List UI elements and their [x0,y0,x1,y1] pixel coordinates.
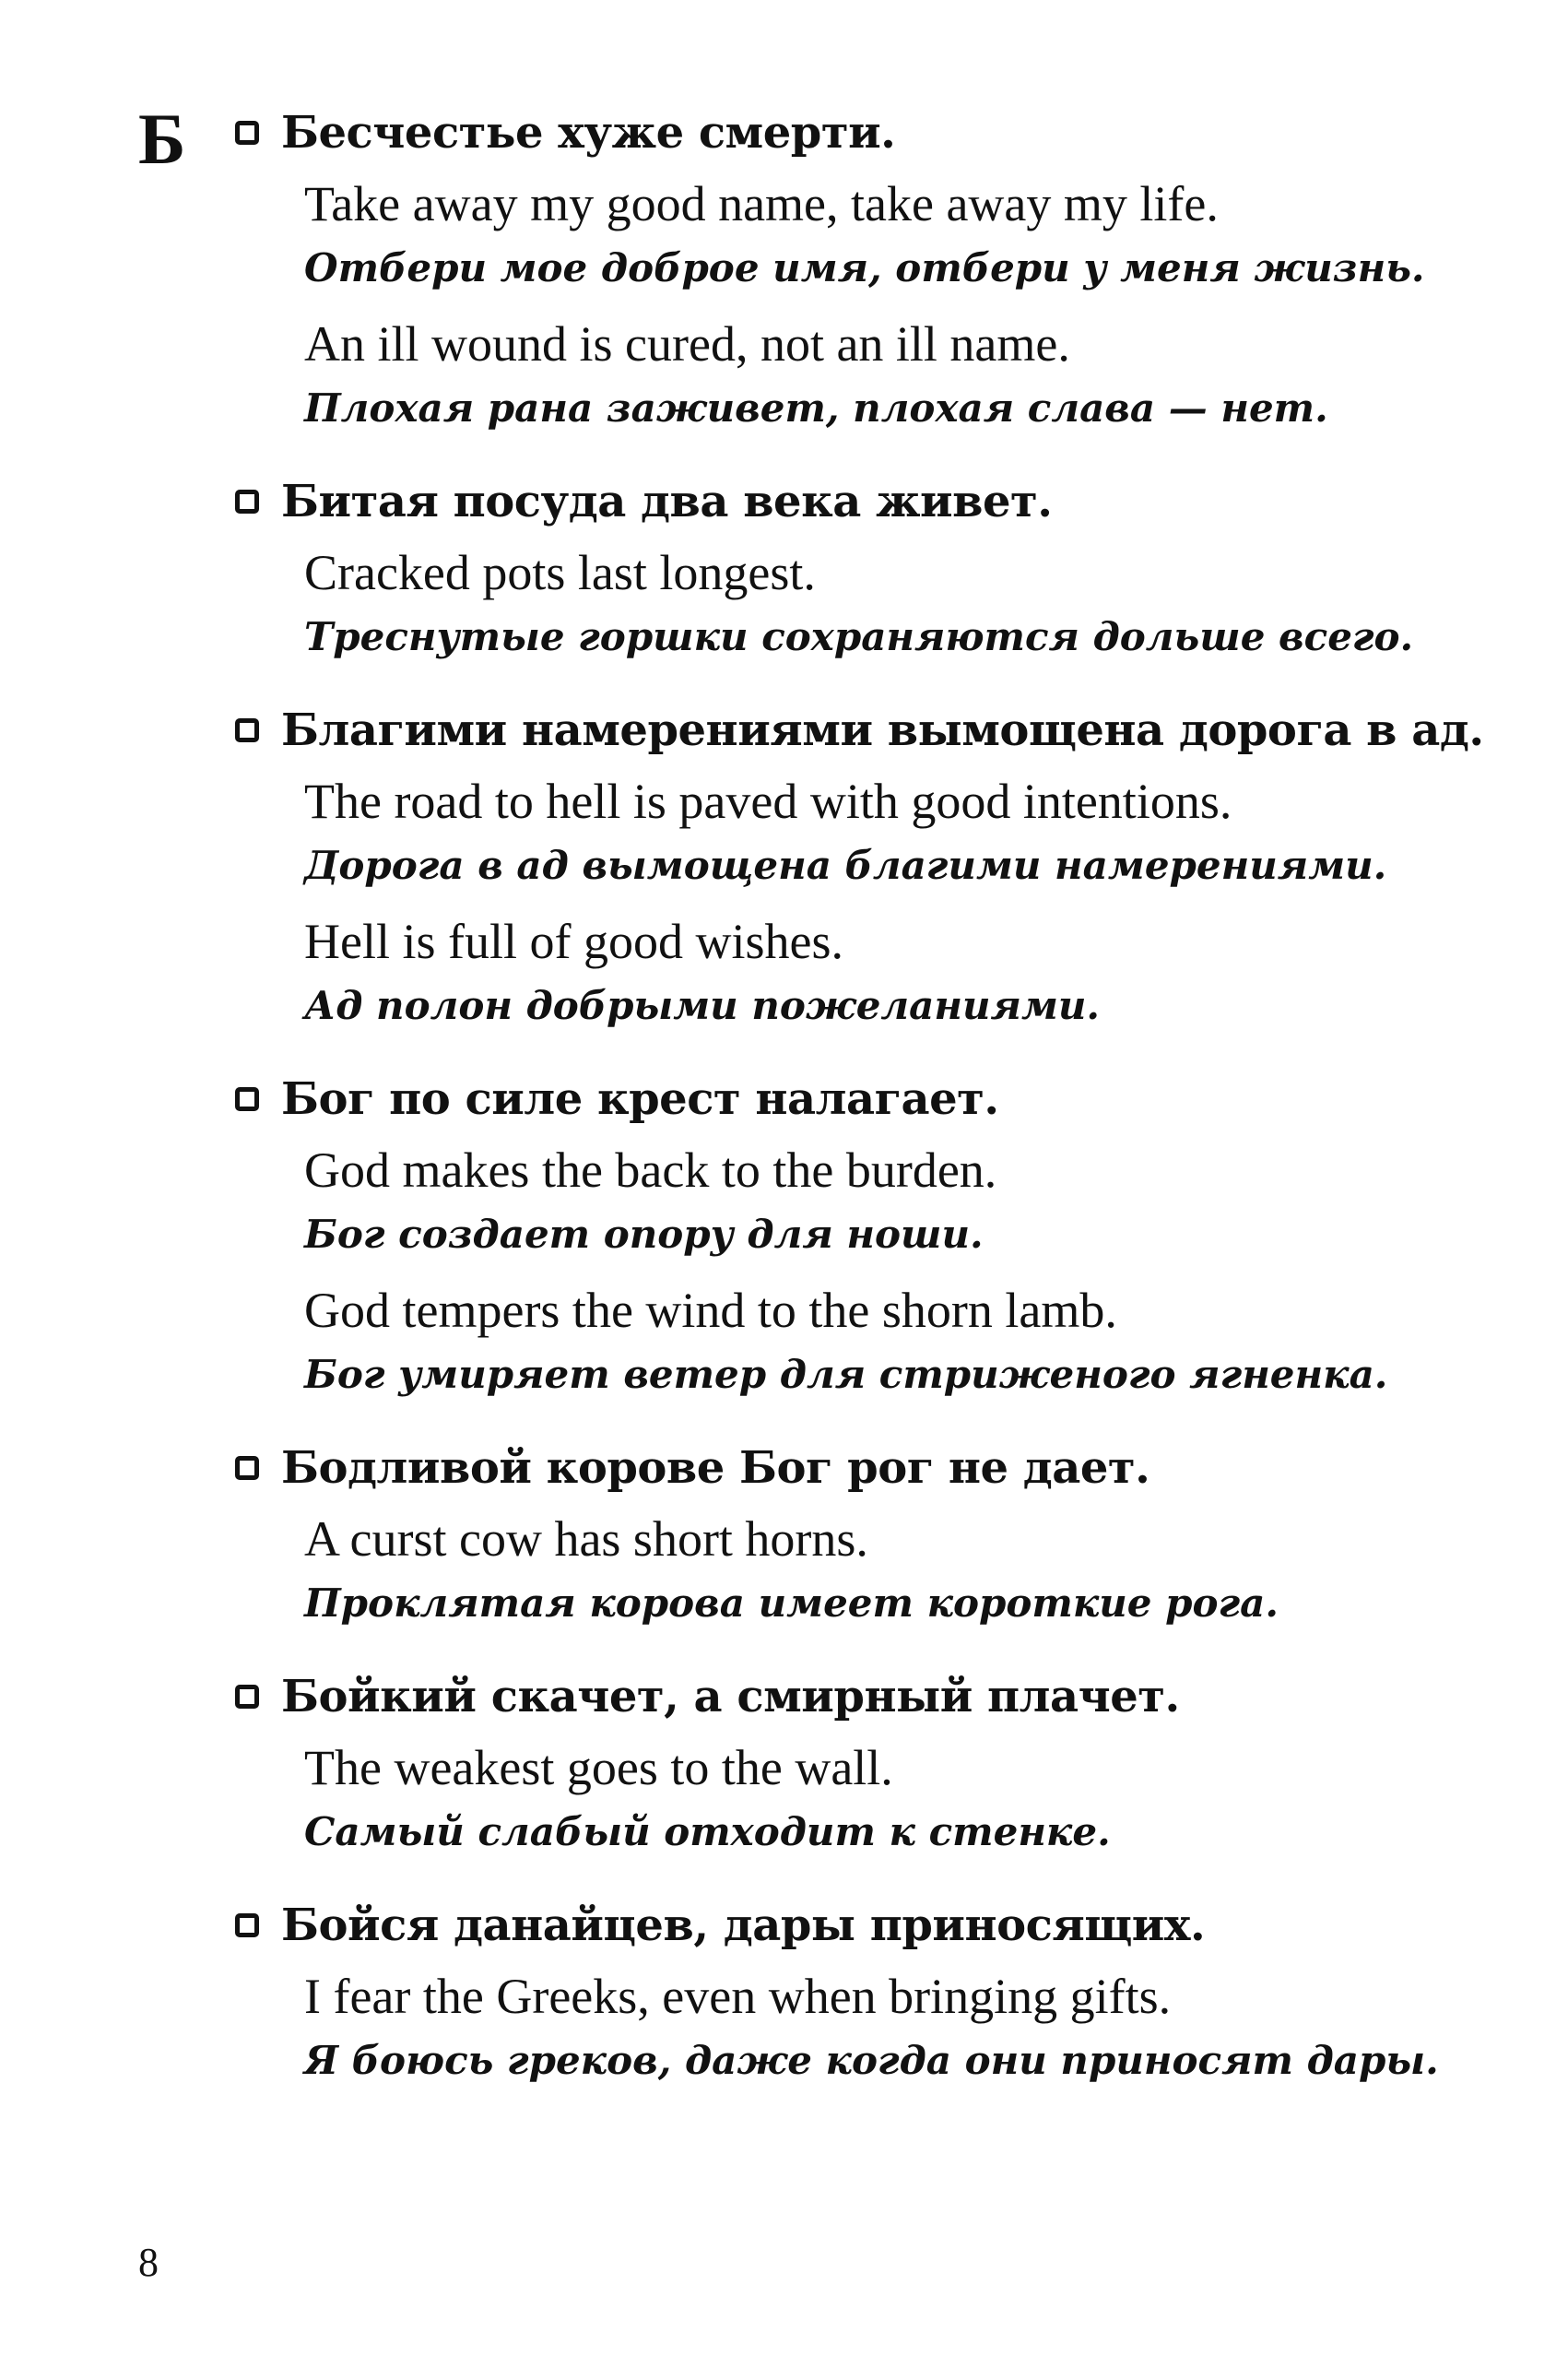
checkbox-icon [235,718,259,742]
proverb-entry [235,101,1507,439]
translation-pair [235,1505,1507,1634]
checkbox-icon [235,1685,259,1709]
russian-proverb: Благими намерениями вымощена дорога в ад. [281,704,1484,756]
proverb-entry [235,699,1507,1036]
literal-translation: Дорога в ад вымощена благими намерениями. [304,843,1387,888]
literal-translation: Треснутые горшки сохраняются дольше всего. [304,614,1414,659]
english-equivalent: Hell is full of good wishes. [304,914,843,969]
translation-pair [235,1136,1507,1265]
entry-header [235,699,1507,762]
checkbox-icon [235,1087,259,1111]
checkbox-icon [235,490,259,514]
checkbox-icon [235,121,259,145]
entry-header [235,101,1507,164]
english-equivalent: I fear the Greeks, even when bringing gifts. [304,1969,1172,2024]
english-equivalent: God tempers the wind to the shorn lamb. [304,1283,1117,1338]
translation-pair [235,170,1507,299]
proverb-entry [235,1665,1507,1863]
proverb-entry [235,1437,1507,1634]
translation-pair [235,310,1507,439]
english-equivalent: God makes the back to the burden. [304,1142,997,1198]
entry-header [235,1437,1507,1499]
entry-header [235,1665,1507,1728]
english-equivalent: The road to hell is paved with good intentions. [304,774,1232,829]
proverb-entry [235,1068,1507,1405]
translation-pair [235,907,1507,1036]
entry-header [235,470,1507,533]
translation-pair [235,539,1507,668]
russian-proverb: Бодливой корове Бог рог не дает. [281,1442,1150,1494]
literal-translation: Я боюсь греков, даже когда они приносят дары. [304,2038,1439,2083]
english-equivalent: The weakest goes to the wall. [304,1740,893,1795]
literal-translation: Самый слабый отходит к стенке. [304,1809,1111,1854]
literal-translation: Отбери мое доброе имя, отбери у меня жизнь. [304,245,1425,290]
entry-header [235,1068,1507,1130]
checkbox-icon [235,1913,259,1937]
translation-pair [235,1734,1507,1863]
proverb-list [235,101,1507,2123]
section-letter: Б [138,99,186,179]
english-equivalent: Cracked pots last longest. [304,545,816,600]
literal-translation: Проклятая корова имеет короткие рога. [304,1580,1279,1626]
russian-proverb: Бойкий скачет, а смирный плачет. [281,1671,1180,1722]
translation-pair [235,767,1507,896]
literal-translation: Плохая рана заживет, плохая слава — нет. [304,385,1328,431]
english-equivalent: An ill wound is cured, not an ill name. [304,316,1070,372]
russian-proverb: Битая посуда два века живет. [281,476,1053,527]
english-equivalent: A curst cow has short horns. [304,1511,868,1567]
entry-header [235,1894,1507,1957]
literal-translation: Ад полон добрыми пожеланиями. [304,983,1101,1028]
russian-proverb: Бойся данайцев, дары приносящих. [281,1900,1206,1951]
proverb-entry [235,470,1507,668]
page-number: 8 [138,2240,159,2285]
checkbox-icon [235,1456,259,1480]
russian-proverb: Бесчестье хуже смерти. [281,107,896,159]
literal-translation: Бог умиряет ветер для стриженого ягненка. [304,1352,1388,1397]
proverb-entry [235,1894,1507,2091]
literal-translation: Бог создает опору для ноши. [304,1212,984,1257]
translation-pair [235,1276,1507,1405]
translation-pair [235,1962,1507,2091]
russian-proverb: Бог по силе крест налагает. [281,1073,999,1125]
english-equivalent: Take away my good name, take away my life. [304,176,1219,231]
